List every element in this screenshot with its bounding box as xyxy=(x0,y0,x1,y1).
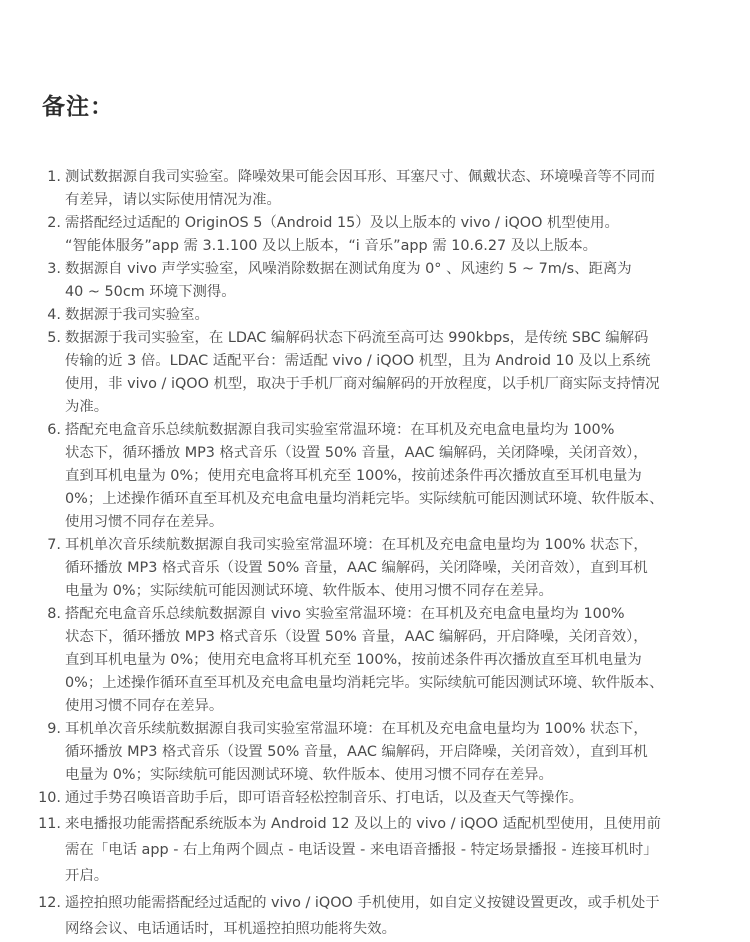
note-item xyxy=(0,890,750,942)
note-text-line: 状态下，循环播放 MP3 格式音乐（设置 50% 音量，AAC 编解码，关闭降噪，关闭音效）， xyxy=(65,445,648,461)
note-text-line: 测试数据源自我司实验室。降噪效果可能会因耳形、耳塞尺寸、佩戴状态、环境噪音等不同而 xyxy=(65,169,656,185)
note-number: 11. xyxy=(38,816,61,832)
note-text-line: 有差异，请以实际使用情况为准。 xyxy=(65,192,281,208)
note-item xyxy=(0,534,750,603)
note-item xyxy=(0,304,750,327)
note-number: 1. xyxy=(47,169,61,185)
note-text-line: 为准。 xyxy=(65,399,109,415)
note-text-line: 直到耳机电量为 0%；使用充电盒将耳机充至 100%，按前述条件再次播放直至耳机电量为 xyxy=(65,652,642,668)
note-text-line: 40 ~ 50cm 环境下测得。 xyxy=(65,284,236,300)
note-text-line: 遥控拍照功能需搭配经过适配的 vivo / iQOO 手机使用，如自定义按键设置更改，或手机处于 xyxy=(65,895,660,911)
note-number: 2. xyxy=(47,215,61,231)
note-item xyxy=(0,327,750,419)
note-number: 4. xyxy=(47,307,61,323)
page-title: 备注： xyxy=(42,94,114,120)
note-text-line: 状态下，循环播放 MP3 格式音乐（设置 50% 音量，AAC 编解码，开启降噪，关闭音效）， xyxy=(65,629,648,645)
note-text-line: 电量为 0%；实际续航可能因测试环境、软件版本、使用习惯不同存在差异。 xyxy=(65,583,553,599)
note-number: 7. xyxy=(47,537,61,553)
note-text-line: 搭配充电盒音乐总续航数据源自我司实验室常温环境：在耳机及充电盒电量均为 100% xyxy=(65,422,615,438)
note-number: 8. xyxy=(47,606,61,622)
note-text-line: 搭配充电盒音乐总续航数据源自 vivo 实验室常温环境：在耳机及充电盒电量均为 100% xyxy=(65,606,625,622)
note-text-line: 耳机单次音乐续航数据源自我司实验室常温环境：在耳机及充电盒电量均为 100% 状态下， xyxy=(65,721,648,737)
note-number: 6. xyxy=(47,422,61,438)
note-text-line: 开启。 xyxy=(65,868,109,884)
note-text-line: 网络会议、电话通话时，耳机遥控拍照功能将失效。 xyxy=(65,921,396,937)
note-number: 5. xyxy=(47,330,61,346)
note-text-line: 需在「电话 app - 右上角两个圆点 - 电话设置 - 来电语音播报 - 特定场景播报 - 连接耳机时」 xyxy=(65,842,658,858)
note-item xyxy=(0,718,750,787)
note-text-line: 需搭配经过适配的 OriginOS 5（Android 15）及以上版本的 vivo / iQOO 机型使用。 xyxy=(65,215,619,231)
note-number: 3. xyxy=(47,261,61,277)
note-item xyxy=(0,419,750,534)
note-text-line: 耳机单次音乐续航数据源自我司实验室常温环境：在耳机及充电盒电量均为 100% 状态下， xyxy=(65,537,648,553)
note-number: 10. xyxy=(38,790,61,806)
notes-list xyxy=(0,166,750,942)
note-item xyxy=(0,787,750,810)
note-item xyxy=(0,212,750,258)
note-text-line: 使用习惯不同存在差异。 xyxy=(65,698,224,714)
note-text-line: 数据源于我司实验室，在 LDAC 编解码状态下码流至高可达 990kbps，是传统 SBC 编解码 xyxy=(65,330,649,346)
note-text-line: 通过手势召唤语音助手后，即可语音轻松控制音乐、打电话，以及查天气等操作。 xyxy=(65,790,584,806)
note-item xyxy=(0,603,750,718)
note-text-line: 0%；上述操作循环直至耳机及充电盒电量均消耗完毕。实际续航可能因测试环境、软件版本、 xyxy=(65,491,664,507)
note-text-line: 电量为 0%；实际续航可能因测试环境、软件版本、使用习惯不同存在差异。 xyxy=(65,767,553,783)
note-number: 9. xyxy=(47,721,61,737)
note-text-line: 传输的近 3 倍。LDAC 适配平台：需适配 vivo / iQOO 机型，且为 Android 10 及以上系统 xyxy=(65,353,651,369)
note-item xyxy=(0,811,750,889)
note-text-line: 使用，非 vivo / iQOO 机型，取决于手机厂商对编解码的开放程度，以手机厂商实际支持情况 xyxy=(65,376,660,392)
note-text-line: 直到耳机电量为 0%；使用充电盒将耳机充至 100%，按前述条件再次播放直至耳机电量为 xyxy=(65,468,642,484)
note-text-line: “智能体服务”app 需 3.1.100 及以上版本，“i 音乐”app 需 10.6.27 及以上版本。 xyxy=(65,238,598,254)
note-text-line: 来电播报功能需搭配系统版本为 Android 12 及以上的 vivo / iQOO 适配机型使用，且使用前 xyxy=(65,816,661,832)
note-text-line: 数据源于我司实验室。 xyxy=(65,307,209,323)
note-number: 12. xyxy=(38,895,61,911)
note-text-line: 循环播放 MP3 格式音乐（设置 50% 音量，AAC 编解码，关闭降噪，关闭音效），直到耳机 xyxy=(65,560,648,576)
note-text-line: 0%；上述操作循环直至耳机及充电盒电量均消耗完毕。实际续航可能因测试环境、软件版本、 xyxy=(65,675,664,691)
note-item xyxy=(0,258,750,304)
note-item xyxy=(0,166,750,212)
note-text-line: 使用习惯不同存在差异。 xyxy=(65,514,224,530)
note-text-line: 循环播放 MP3 格式音乐（设置 50% 音量，AAC 编解码，开启降噪，关闭音效），直到耳机 xyxy=(65,744,648,760)
note-text-line: 数据源自 vivo 声学实验室，风噪消除数据在测试角度为 0° 、风速约 5 ~ 7m/s、距离为 xyxy=(65,261,632,277)
